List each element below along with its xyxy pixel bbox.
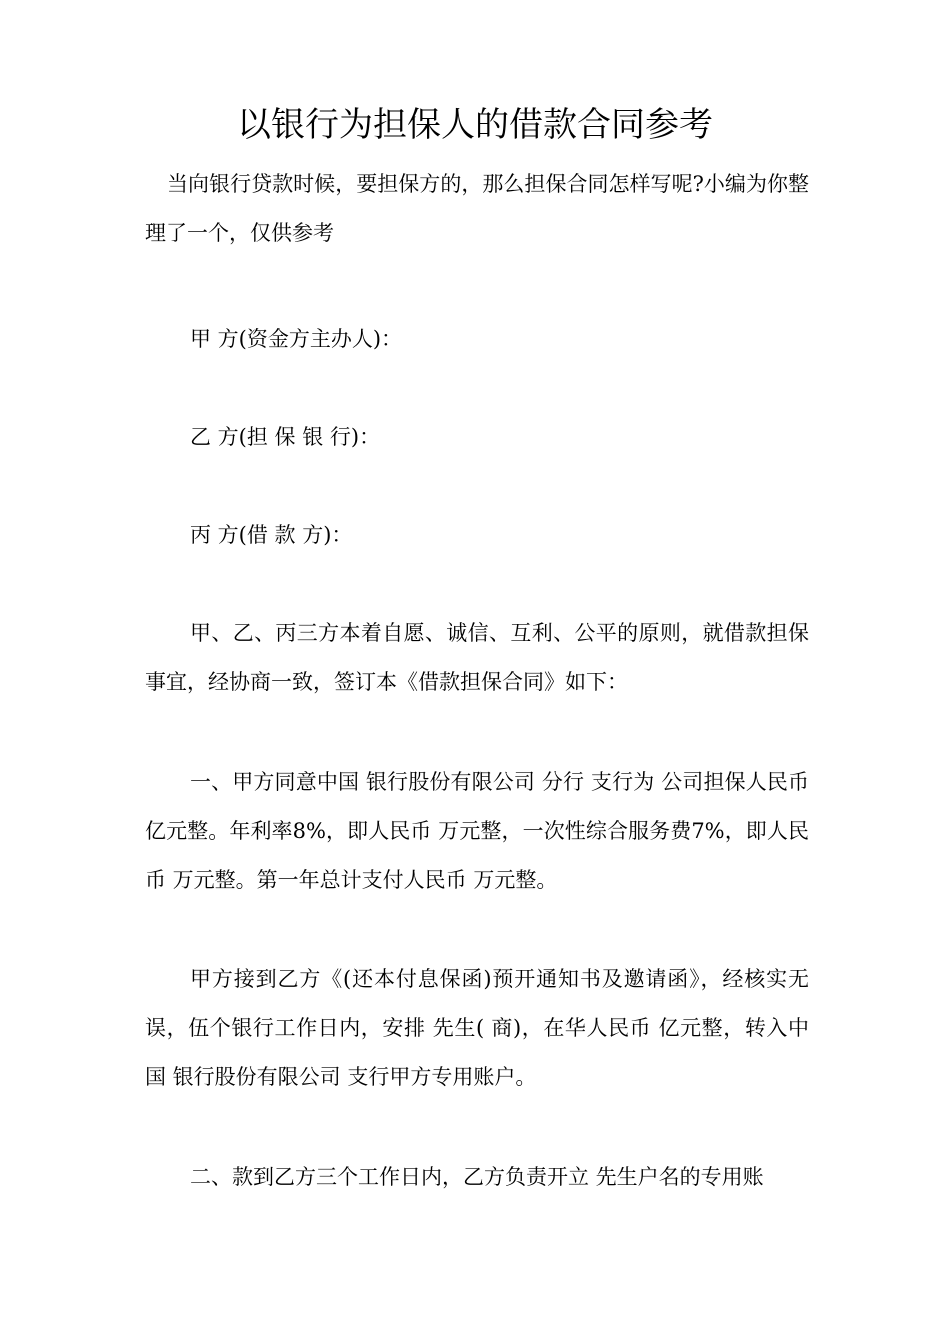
party-b-line: 乙 方(担 保 银 行)：: [190, 425, 381, 449]
clause-two-paragraph: 二、款到乙方三个工作日内，乙方负责开立 先生户名的专用账: [190, 1165, 764, 1189]
clause-one-paragraph: 一、甲方同意中国 银行股份有限公司 分行 支行为 公司担保人民币 亿元整。年利率8%，即人民币 万元整，一次性综合服务费7%，即人民币 万元整。第一年总计支付人民币 万元整。: [145, 770, 809, 892]
document-title: 以银行为担保人的借款合同参考: [237, 105, 713, 145]
principle-paragraph: 甲、乙、丙三方本着自愿、诚信、互利、公平的原则，就借款担保事宜，经协商一致，签订本《借款担保合同》如下：: [145, 621, 809, 694]
party-a-line: 甲 方(资金方主办人)：: [190, 327, 403, 351]
clause-receive-paragraph: 甲方接到乙方《(还本付息保函)预开通知书及邀请函》，经核实无误，伍个银行工作日内，安排 先生( 商)，在华人民币 亿元整，转入中国 银行股份有限公司 支行甲方专用账户。: [145, 967, 809, 1089]
party-c-line: 丙 方(借 款 方)：: [190, 523, 353, 547]
intro-paragraph: 当向银行贷款时候，要担保方的，那么担保合同怎样写呢?小编为你整理了一个，仅供参考: [145, 172, 809, 245]
